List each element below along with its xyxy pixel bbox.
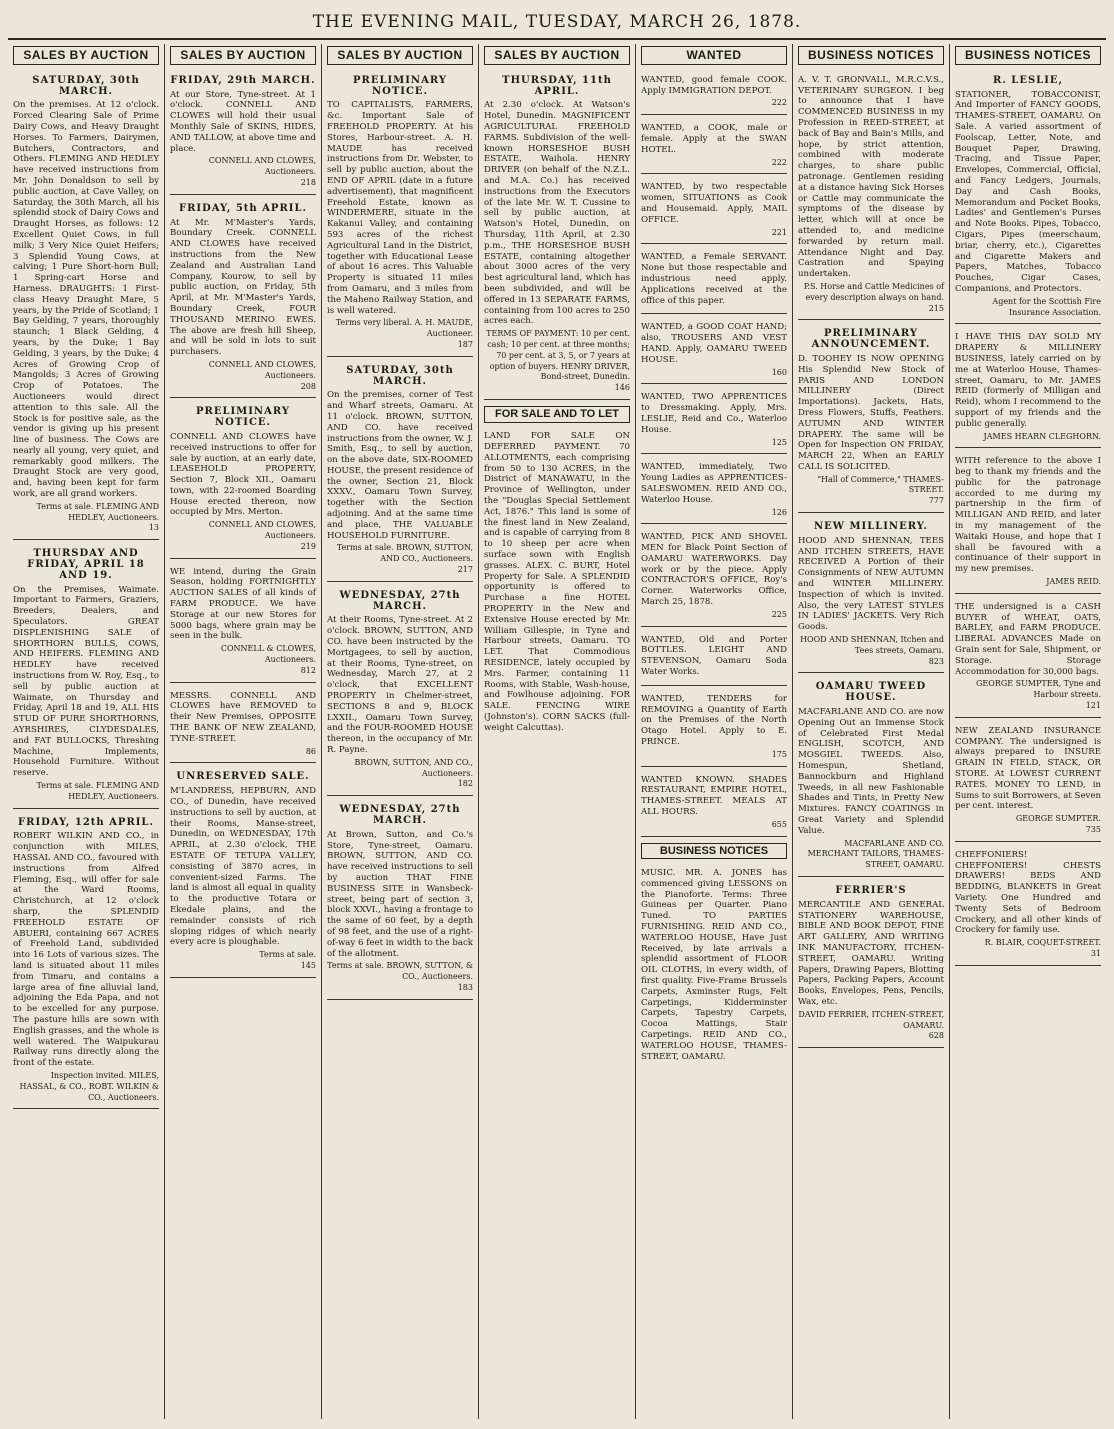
- advertisement: [170, 766, 316, 977]
- ad-title: NEW MILLINERY.: [813, 521, 929, 533]
- ad-footer: JAMES REID.: [1046, 577, 1101, 587]
- ad-number: 823: [928, 656, 944, 666]
- ad-footer: "Hall of Commerce," THAMES-STREET.: [817, 474, 944, 495]
- ad-body: WANTED, immediately, Two Young Ladies as APPRENTICES-SALESWOMEN. REID AND CO., Waterloo House.: [641, 462, 787, 505]
- ad-number: 219: [300, 541, 316, 551]
- ad-body: MACFARLANE AND CO. are now Opening Out an Immense Stock of Celebrated First Medal ENGLISH, SCOTCH, AND MOSGIEL TWEEDS. Also, Homespun, Shetland, Bannockburn and Highland Tweeds, in all new Fashionable Shades and Tints, in Pretty New Mixtures. FANCY COATINGS in Great Variety and Splendid Value.: [798, 707, 944, 836]
- ad-number: 222: [771, 98, 787, 108]
- column-heading: SALES BY AUCTION: [13, 46, 159, 65]
- ad-body: On the premises. At 12 o'clock. Forced Clearing Sale of Prime Dairy Cows, and Heavy Draught Horses. To Farmers, Dairymen, Butchers, Contractors, and Others. FLEMING AND HEDLEY have received instructions from Mr. John Donaldson to sell by public auction, at Cave Valley, on Saturday, the 30th March, all his splendid stock of Dairy Cows and Draught Horses, as follows: 12 Excellent Quiet Cows, in full milk; 3 Very Nice Quiet Heifers; 3 Splendid Young Cows, at calving; 1 Pure Short-horn Bull; 1 Spring-cart Horse and Harness. DRAUGHTS: 1 First-class Heavy Draught Mare, 5 years, by the Pride of Scotland; 1 Bay Gelding, 7 years, thoroughly staunch; 1 Black Gelding, 4 years, by the Duke; 1 Bay Gelding, 3 years, by the Duke; 4 Acres of Growing Crop of Mangolds; 3 Acres of Growing Crop of Potatoes. The Auctioneers would direct attention to this sale. All the Stock is for positive sale, as the vendor is giving up his present line of business. The Cows are nearly all young, very quiet, and remarkably good milkers. The Draught Stock are very good, and, having been kept for farm work, are all grand workers.: [13, 100, 159, 500]
- ad-body: CHEFFONIERS! CHEFFONIERS! CHESTS DRAWERS! BEDS AND BEDDING, BLANKETS in Great Variety. One Hundred and Twenty Sets of Bedroom Crockery, and all other kinds of Crockery for family use.: [955, 849, 1101, 936]
- advertisement: [955, 721, 1101, 842]
- ad-title: FRIDAY, 12th APRIL.: [18, 816, 154, 828]
- advertisement: [955, 70, 1101, 325]
- advertisement: [484, 70, 630, 400]
- ad-body: I HAVE THIS DAY SOLD MY DRAPERY & MILLINERY BUSINESS, lately carried on by me at Waterloo House, Thames-street, Oamaru, to Mr. JAMES REID (formerly of Milligan and Reid), whom I recommend to the support of my friends and the public generally.: [955, 332, 1101, 429]
- advertisement: [327, 70, 473, 357]
- columns: [8, 44, 1106, 1419]
- advertisement: [641, 527, 787, 626]
- ad-number: 86: [305, 746, 316, 756]
- for-sale-heading: FOR SALE AND TO LET: [484, 406, 630, 423]
- advertisement: [170, 198, 316, 399]
- advertisement: [641, 70, 787, 115]
- advertisement: [641, 630, 787, 686]
- ad-body: At our Store, Tyne-street. At 1 o'clock. CONNELL AND CLOWES will hold their usual Monthly Sale of SKINS, HIDES, AND TALLOW, at above time and place.: [170, 89, 316, 154]
- column-heading: BUSINESS NOTICES: [798, 46, 944, 65]
- ad-body: On the premises, corner of Test and Wharf streets, Oamaru. At 11 o'clock. BROWN, SUTTON, AND CO. have received instructions from the owner, W. J. Smith, Esq., to sell by auction, on the above date, SIX-ROOMED HOUSE, the present residence of the owner, Section 21, Block XXXV., Oamaru Town Survey, together with the Section adjoining. And at the same time and place, THE VALUABLE HOUSEHOLD FURNITURE.: [327, 390, 473, 541]
- ad-body: WANTED, by two respectable women, SITUATIONS as Cook and Housemaid. Apply, MAIL OFFICE.: [641, 182, 787, 225]
- ad-number: 655: [771, 819, 787, 829]
- advertisement: [13, 543, 159, 808]
- ad-footer: JAMES HEARN CLEGHORN.: [983, 431, 1101, 441]
- column-3: [321, 44, 478, 1419]
- ad-title: FRIDAY, 5th APRIL.: [179, 202, 307, 214]
- for-sale-text: LAND FOR SALE ON DEFERRED PAYMENT. 70 ALLOTMENTS, each comprising from 50 to 130 ACRES, in the District of MANAWATU, in the Province of Wellington, under the "Douglas Special Settlement Act, 1876." This land is some of the finest land in New Zealand, and is capable of carrying from 8 to 10 sheep per acre when surface sown with English grasses. ALEX. C. BURT, Hotel Property for Sale. A SPLENDID opportunity is offered to Purchase a fine HOTEL PROPERTY in the New and Extensive House erected by Mr. William Gillespie, in Tyne and Harbour streets, Oamaru. TO LET. That Commodious RESIDENCE, lately occupied by Mrs. Farmer, containing 11 Rooms, with Stable, Wash-house, and Fowlhouse adjoining. FOR SALE. FENCING WIRE (Johnston's). CORN SACKS (full-weight Calcuttas).: [484, 431, 630, 733]
- ad-body: HOOD AND SHENNAN, TEES AND ITCHEN STREETS, HAVE RECEIVED A Portion of their Consignments of NEW AUTUMN and WINTER MILLINERY. Inspection of which is invited. Also, the very LATEST STYLES IN LADIES' JACKETS. Very Rich Goods.: [798, 535, 944, 633]
- ad-number: 13: [148, 523, 159, 533]
- advertisement: [13, 812, 159, 1110]
- ad-number: 31: [1090, 948, 1101, 958]
- ad-title: PRELIMINARY ANNOUNCEMENT.: [811, 328, 931, 351]
- column-5: [635, 44, 792, 1419]
- ad-title: THURSDAY AND FRIDAY, APRIL 18 AND 19.: [27, 548, 145, 581]
- advertisement: [641, 118, 787, 174]
- advertisement: [641, 689, 787, 767]
- ad-number: 225: [771, 609, 787, 619]
- ad-title: FERRIER'S: [835, 884, 907, 896]
- ad-title: SATURDAY, 30th MARCH.: [346, 364, 454, 387]
- ad-number: 125: [771, 437, 787, 447]
- ad-number: 221: [771, 227, 787, 237]
- column-heading: SALES BY AUCTION: [484, 46, 630, 65]
- advertisement: [641, 247, 787, 314]
- ad-footer: GEORGE SUMPTER.: [1015, 814, 1101, 824]
- masthead-rule: [8, 38, 1106, 40]
- ad-title: PRELIMINARY NOTICE.: [353, 74, 447, 97]
- ad-body: WANTED, Old and Porter BOTTLES. LEIGHT AND STEVENSON, Oamaru Soda Water Works.: [641, 634, 787, 678]
- ad-body: A. V. T. GRONVALL, M.R.C.V.S., VETERINARY SURGEON. I beg to announce that I have COMMENCED BUSINESS in my Profession in REED-STREET, at back of Bay and Bain's Mills, and hope, by strict attention, combined with moderate charges, to share public patronage. Gentlemen residing at a distance having Sick Horses or Cattle may communicate the symptoms of the disease by letter, which will at once be attended to, and medicine forwarded by return mail. Attendance Night and Day. Castration and Spaying undertaken.: [798, 74, 944, 280]
- ad-body: THE undersigned is a CASH BUYER of WHEAT, OATS, BARLEY, and FARM PRODUCE. LIBERAL ADVANCES Made on Grain sent for Sale, Shipment, or Storage. Storage Accommodation for 30,000 bags.: [955, 601, 1101, 677]
- ad-body: WANTED, good female COOK. Apply IMMIGRATION DEPOT.: [641, 74, 787, 96]
- ad-footer: Terms at sale.: [259, 950, 316, 960]
- ad-footer: GEORGE SUMPTER, Tyne and Harbour streets.: [976, 679, 1101, 700]
- advertisement: [798, 70, 944, 321]
- column-7: [949, 44, 1106, 1419]
- ad-body: WANTED KNOWN. SHADES RESTAURANT, EMPIRE HOTEL, THAMES-STREET. MEALS AT ALL HOURS.: [641, 774, 787, 818]
- ad-body: On the Premises, Waimate. Important to Farmers, Graziers, Breeders, Dealers, and Speculators. GREAT DISPLENISHING SALE of SHORTHORN BULLS, COWS, AND HEIFERS. FLEMING AND HEDLEY have received instructions from W. Roy, Esq., to sell by public auction at Waimate, on Thursday and Friday, April 18 and 19, ALL HIS STUD OF PURE SHORTHORNS, AYRSHIRES, CLYDESDALES, and FAT BULLOCKS, Threshing Machine, Implements, Household Furniture. Without reserve.: [13, 584, 159, 779]
- advertisement: [955, 845, 1101, 966]
- advertisement: [955, 451, 1101, 594]
- column-2: [164, 44, 321, 1419]
- ad-number: 182: [457, 779, 473, 789]
- advertisement: [641, 770, 787, 837]
- advertisement: [327, 799, 473, 1000]
- ad-footer: Agent for the Scottish Fire Insurance Association.: [992, 296, 1101, 317]
- ad-number: 145: [300, 960, 316, 970]
- ad-body: WE intend, during the Grain Season, holding FORTNIGHTLY AUCTION SALES of all kinds of FARM PRODUCE. We have Storage at our new Stores for 5000 bags, where grain may be seen in the bulk.: [170, 566, 316, 642]
- advertisement: [798, 323, 944, 513]
- advertisement: [798, 880, 944, 1048]
- ad-body: MESSRS. CONNELL AND CLOWES have REMOVED to their New Premises, OPPOSITE THE BANK OF NEW ZEALAND, TYNE-STREET.: [170, 690, 316, 744]
- ad-body: CONNELL AND CLOWES have received instructions to offer for sale by auction, at an early date, LEASEHOLD PROPERTY, Section 7, Block XII., Oamaru town, with 22-roomed Boarding House erected thereon, now occupied by Mrs. Merton.: [170, 431, 316, 518]
- ad-body: At 2.30 o'clock. At Watson's Hotel, Dunedin. MAGNIFICENT AGRICULTURAL FREEHOLD FARMS. Subdivision of the well-known HORSESHOE BUSH ESTATE, Waihola. HENRY DRIVER (on behalf of the N.Z.L. and M.A. Co.) has received instructions from the Executors of the late Mr. W. T. Cussine to sell by public auction, at Watson's Hotel, Dunedin, on Thursday, 11th April, at 2.30 p.m., THE HORSESHOE BUSH ESTATE, containing altogether about 3000 acres of the very best agricultural land, which has been subdivided, and will be offered in 13 SEPARATE FARMS, containing from 100 acres to 250 acres each.: [484, 100, 630, 327]
- advertisement: [955, 327, 1101, 448]
- ad-footer: R. BLAIR, COQUET-STREET.: [984, 938, 1101, 948]
- ad-number: 208: [300, 381, 316, 391]
- column-heading: WANTED: [641, 46, 787, 65]
- ad-number: 735: [1085, 825, 1101, 834]
- ad-footer: Terms at sale. BROWN, SUTTON, & CO., Auctioneers.: [327, 961, 473, 982]
- ad-title: PRELIMINARY NOTICE.: [196, 406, 290, 429]
- ad-body: NEW ZEALAND INSURANCE COMPANY. The undersigned is always prepared to INSURE GRAIN IN FIELD, STACK, OR STORE. At LOWEST CURRENT RATES. MONEY TO LEND, in Sums to suit Borrowers, at Seven per cent. interest.: [955, 725, 1102, 812]
- business-notices-text: MUSIC. MR. A. JONES has commenced giving LESSONS on the Pianoforte. Terms: Three Guineas per Quarter. Piano Tuned. TO PARTIES FURNISHING. REID AND CO., WATERLOO HOUSE, Have Just Received, by late arrivals a splendid assortment of FLOOR OIL CLOTHS, in every width, of first quality. Five-Frame Brussels Carpets, Axminster Rugs, Felt Carpetings, Kidderminster Carpets, Tapestry Carpets, Cocoa Mattings, Stair Carpetings. REID AND CO., WATERLOO HOUSE, THAMES-STREET, OAMARU.: [641, 868, 787, 1062]
- ad-body: WANTED, TWO APPRENTICES to Dressmaking. Apply, Mrs. LESLIE, Reid and Co., Waterloo House.: [641, 392, 787, 435]
- column-4: [478, 44, 635, 1419]
- ad-title: UNRESERVED SALE.: [176, 771, 310, 783]
- masthead: THE EVENING MAIL, TUESDAY, MARCH 26, 1878.: [312, 12, 802, 32]
- ad-title: SATURDAY, 30th MARCH.: [32, 74, 140, 97]
- ad-number: 160: [771, 367, 787, 377]
- column-heading: SALES BY AUCTION: [170, 46, 316, 65]
- advertisement: [798, 676, 944, 877]
- ad-body: At Brown, Sutton, and Co.'s Store, Tyne-street, Oamaru. BROWN, SUTTON, AND CO. have received instructions to sell by auction THAT FINE BUSINESS SITE in Wansbeck-street, being part of section 3, block XXVI., having a frontage to the same of 60 feet, by a depth of 98 feet, and the use of a right-of-way 6 feet in width to the back of the allotment.: [327, 829, 473, 959]
- ad-number: 187: [457, 339, 473, 349]
- ad-number: 777: [928, 496, 944, 506]
- ad-title: THURSDAY, 11th APRIL.: [502, 74, 612, 97]
- advertisement: [170, 686, 316, 764]
- column-heading: BUSINESS NOTICES: [955, 46, 1101, 65]
- ad-body: WANTED, a COOK, male or female. Apply at the SWAN HOTEL.: [641, 123, 787, 155]
- column-1: [8, 44, 164, 1419]
- ad-body: WITH reference to the above I beg to thank my friends and the public for the patronage accorded to me during my partnership in the firm of MILLIGAN AND REID, and later in my management of the Waitaki House, and hope that I shall be favoured with a continuance of their support in my new premises.: [955, 456, 1101, 575]
- ad-footer: CONNELL & CLOWES, Auctioneers.: [220, 644, 316, 665]
- ad-body: TO CAPITALISTS, FARMERS, &c. Important Sale of FREEHOLD PROPERTY. At his Stores, Harbour-street. A. H. MAUDE has received instructions from Dr. Webster, to sell by public auction, about the END OF APRIL (date in a future advertisement), that magnificent Freehold Estate, known as WINDERMERE, situate in the Kakanui Valley, and containing 593 acres of the richest Agricultural Land in the District, together with Educational Lease of about 16 acres. This Valuable Property is situated 11 miles from Oamaru, and 3 miles from the Maheno Railway Station, and is well watered.: [327, 100, 473, 316]
- ad-number: 146: [614, 383, 630, 393]
- ad-footer: Terms at sale. BROWN, SUTTON, AND CO., Auctioneers.: [336, 543, 473, 564]
- ad-number: 126: [771, 507, 787, 517]
- advertisement: [170, 70, 316, 195]
- ad-footer: CONNELL AND CLOWES, Auctioneers.: [208, 520, 316, 541]
- ad-number: 222: [771, 157, 787, 167]
- ad-footer: Inspection invited. MILES, HASSAL, & CO., ROBT. WILKIN & CO., Auctioneers.: [19, 1070, 159, 1102]
- ad-title: R. LESLIE,: [993, 74, 1063, 86]
- ad-number: 215: [928, 303, 944, 313]
- ad-title: OAMARU TWEED HOUSE.: [815, 681, 927, 704]
- ad-number: 218: [300, 177, 316, 187]
- ad-title: WEDNESDAY, 27th MARCH.: [339, 589, 461, 612]
- column-heading: SALES BY AUCTION: [327, 46, 473, 65]
- ad-body: MERCANTILE AND GENERAL STATIONERY WAREHOUSE, BIBLE AND BOOK DEPOT, FINE ART GALLERY, AND WRITING INK MANUFACTORY, ITCHEN-STREET, OAMARU. Writing Papers, Drawing Papers, Blotting Papers, Packing Papers, Account Books, Envelopes, Pens, Pencils, Wax, etc.: [798, 899, 944, 1007]
- business-notices-heading: BUSINESS NOTICES: [641, 843, 787, 860]
- ad-body: WANTED, TENDERS for REMOVING a Quantity of Earth on the Premises of the North Otago Hotel. Apply to E. PRINCE.: [641, 693, 787, 748]
- ad-footer: Terms at sale. FLEMING AND HEDLEY, Auctioneers.: [36, 781, 159, 801]
- advertisement: [13, 70, 159, 540]
- ad-body: WANTED, PICK AND SHOVEL MEN for Black Point Section of OAMARU WATERWORKS. Day work or by the piece. Apply CONTRACTOR'S OFFICE, Roy's Corner. Waterworks Office, March 25, 1878.: [641, 532, 787, 608]
- advertisement: [327, 360, 473, 582]
- ad-footer: Terms at sale. FLEMING AND HEDLEY, Auctioneers.: [36, 501, 159, 522]
- advertisement: [798, 516, 944, 673]
- ad-number: 183: [457, 982, 473, 992]
- advertisement: [641, 387, 787, 454]
- ad-body: WANTED, a GOOD COAT HAND; also, TROUSERS AND VEST HAND. Apply, OAMARU TWEED HOUSE.: [641, 322, 787, 365]
- ad-title: WEDNESDAY, 27th MARCH.: [339, 804, 461, 826]
- ad-footer: Terms very liberal. A. H. MAUDE, Auctioneer.: [335, 318, 473, 339]
- ad-body: WANTED, a Female SERVANT. None but those respectable and industrious need apply. Applications received at the office of this paper.: [641, 252, 787, 306]
- ad-footer: BROWN, SUTTON, AND CO., Auctioneers.: [354, 757, 473, 778]
- ad-number: 628: [928, 1031, 944, 1041]
- ad-footer: CONNELL AND CLOWES, Auctioneers.: [208, 156, 316, 177]
- ad-title: FRIDAY, 29th MARCH.: [170, 74, 316, 86]
- ad-body: STATIONER, TOBACCONIST, And Importer of FANCY GOODS, THAMES-STREET, OAMARU. On Sale. A varied assortment of Foolscap, Letter, Note, and Bouquet Paper, Drawing, Tracing, and Tissue Paper, Envelopes, Commercial, Official, and Fancy Ledgers, Journals, Day and Cash Books, Memorandum and Pocket Books, Ladies' and Gentlemen's Purses and Note Books. Pipes, Tobacco, Cigars, Pipes (meerschaum, briar, cherry, etc.), Cigarettes and Cigarette Makers and Papers, Matches, Tobacco Pouches, Cigar Cases, Companions, and Protectors.: [955, 89, 1101, 294]
- ad-number: 217: [457, 565, 473, 575]
- ad-footer: HOOD AND SHENNAN, Itchen and Tees streets, Oamaru.: [800, 635, 944, 655]
- advertisement: [327, 585, 473, 796]
- advertisement: [170, 401, 316, 558]
- advertisement: [641, 457, 787, 524]
- ad-footer: CONNELL AND CLOWES, Auctioneers.: [208, 359, 316, 380]
- ad-body: At Mr. M'Master's Yards, Boundary Creek. CONNELL AND CLOWES have received instructions from the New Zealand and Australian Land Company, Kourow, to sell by public auction, on Friday, 5th April, at Mr. M'Master's Yards, Boundary Creek, FOUR THOUSAND MERINO EWES. The above are fresh hill Sheep, and will be sold in lots to suit purchasers.: [170, 217, 316, 358]
- ad-body: M'LANDRESS, HEPBURN, AND CO., of Dunedin, have received instructions to sell by auction, at their Rooms, Manse-street, Dunedin, on WEDNESDAY, 17th APRIL, at 2.30 o'clock, THE ESTATE OF TETUPA VALLEY, consisting of 3870 acres, in convenient-sized Farms. The land is almost all equal in quality to the productive Totara or Ekedale plains, and the remainder consists of rich sloping ridges of which nearly every acre is ploughable.: [170, 786, 316, 948]
- ad-number: 175: [771, 749, 787, 759]
- advertisement: [955, 597, 1101, 718]
- ad-body: D. TOOHEY IS NOW OPENING His Splendid New Stock of PARIS AND LONDON MILLINERY (Direct Importations). Jackets, Hats, Dress Flowers, Stuffs, Feathers. AUTUMN AND WINTER DRAPERY. The same will be Open for Inspection ON FRIDAY, MARCH 22, When an EARLY CALL IS SOLICITED.: [798, 353, 944, 472]
- ad-number: 121: [1085, 701, 1101, 711]
- advertisement: [641, 317, 787, 384]
- ad-footer: P.S. Horse and Cattle Medicines of every description always on hand.: [803, 281, 944, 302]
- ad-footer: TERMS OF PAYMENT: 10 per cent. cash; 10 per cent. at three months; 70 per cent. at 3, 5, or 7 years at option of buyers. HENRY DRIVER, Bond-street, Dunedin.: [486, 329, 630, 382]
- ad-body: At their Rooms, Tyne-street. At 2 o'clock. BROWN, SUTTON, AND CO. have been instructed by the Mortgagees, to sell by auction, at their Rooms, Tyne-street, on Wednesday, March 27, at 2 o'clock, that EXCELLENT PROPERTY in Chelmer-street, SECTIONS 8 and 9, BLOCK LXXII., Oamaru Town Survey, and the FOUR-ROOMED HOUSE thereon, in the occupancy of Mr. R. Payne.: [327, 615, 473, 756]
- ad-number: 812: [300, 665, 316, 675]
- column-6: [792, 44, 949, 1419]
- advertisement: [641, 177, 787, 244]
- ad-footer: DAVID FERRIER, ITCHEN-STREET, OAMARU.: [798, 1009, 944, 1030]
- ad-footer: MACFARLANE AND CO. MERCHANT TAILORS, THAMES-STREET, OAMARU.: [807, 838, 944, 870]
- advertisement: [170, 562, 316, 683]
- ad-body: ROBERT WILKIN AND CO., in conjunction with MILES, HASSAL AND CO., favoured with instructions from Alfred Fleming, Esq., will offer for sale at the Ward Rooms, Christchurch, at 12 o'clock sharp, the SPLENDID FREEHOLD ESTATE OF ABUERI, containing 667 ACRES of Freehold Land, subdivided into 16 Lots of various sizes. The land is situated about 11 miles from Timaru, and contains a large area of fine alluvial land, adjoining the Eda Papa, and not to be excelled for any purpose. The pasture hills are sown with English grasses, and the whole is well watered. The Waipukurau Railway runs directly along the front of the estate.: [13, 831, 159, 1069]
